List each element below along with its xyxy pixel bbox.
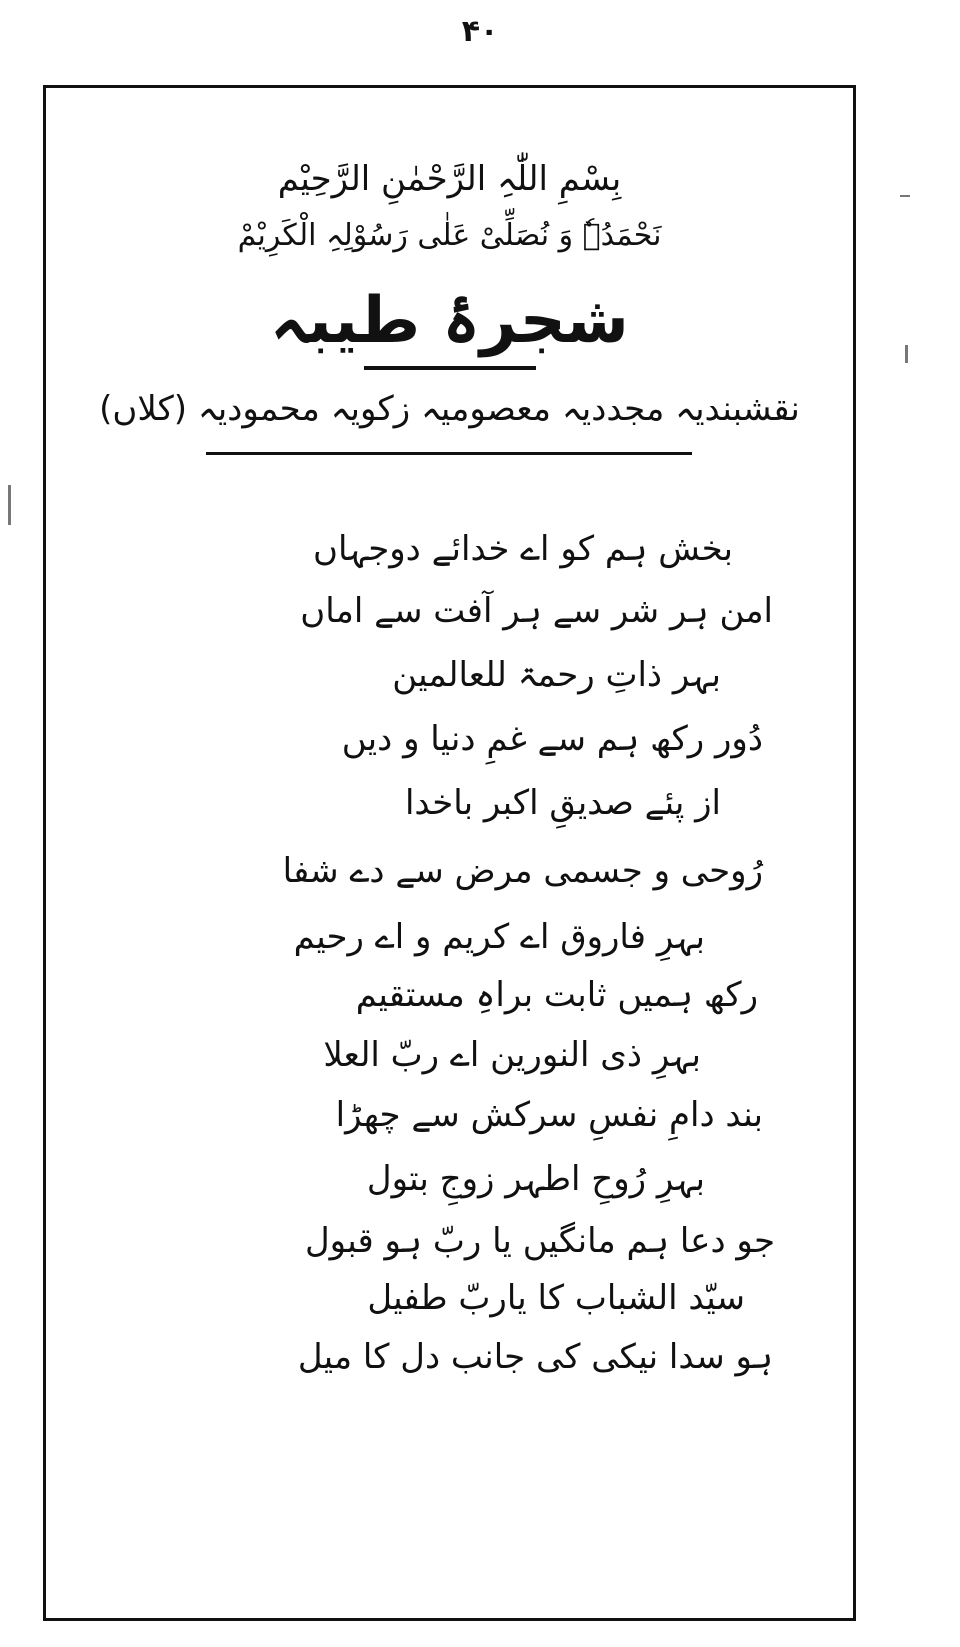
verse: بخش ہم کو اے خدائے دوجہاں — [313, 529, 733, 569]
title-underline — [364, 366, 536, 370]
verse: سیّد الشباب کا یاربّ طفیل — [367, 1278, 745, 1318]
margin-mark — [905, 345, 908, 363]
verse: جو دعا ہم مانگیں یا ربّ ہو قبول — [304, 1221, 775, 1261]
verse: ہو سدا نیکی کی جانب دل کا میل — [297, 1337, 773, 1377]
margin-mark — [900, 195, 910, 197]
verse: بہر ذاتِ رحمۃ للعالمین — [392, 655, 721, 695]
verse: رُوحی و جسمی مرض سے دے شفا — [282, 851, 763, 891]
document-subtitle: نقشبندیہ مجددیہ معصومیہ زکویہ محمودیہ (کلاں) — [99, 389, 800, 429]
verse: دُور رکھ ہم سے غمِ دنیا و دیں — [341, 719, 763, 759]
salutation-line: نَحْمَدُہٗ وَ نُصَلِّیْ عَلٰی رَسُوْلِہِ الْکَرِیْمْ — [237, 218, 662, 253]
document-title: شجرۂ طیبہ — [270, 284, 629, 358]
verse: امن ہر شر سے ہر آفت سے اماں — [300, 591, 773, 631]
page-number: ۴۰ — [461, 14, 499, 49]
verse: از پئے صدیقِ اکبر باخدا — [404, 783, 721, 823]
bismillah-line: بِسْمِ اللّٰہِ الرَّحْمٰنِ الرَّحِیْم — [277, 159, 622, 199]
verse: بہرِ ذی النورین اے ربّ العلا — [323, 1035, 701, 1075]
margin-mark — [8, 485, 11, 525]
verse: رکھ ہمیں ثابت براہِ مستقیم — [355, 975, 758, 1015]
subtitle-underline — [206, 452, 692, 455]
page-frame — [43, 85, 856, 1621]
verse: بہرِ فاروق اے کریم و اے رحیم — [293, 917, 705, 957]
verse: بند دامِ نفسِ سرکش سے چھڑا — [335, 1095, 763, 1135]
verse: بہرِ رُوحِ اطہر زوجِ بتول — [366, 1159, 705, 1199]
